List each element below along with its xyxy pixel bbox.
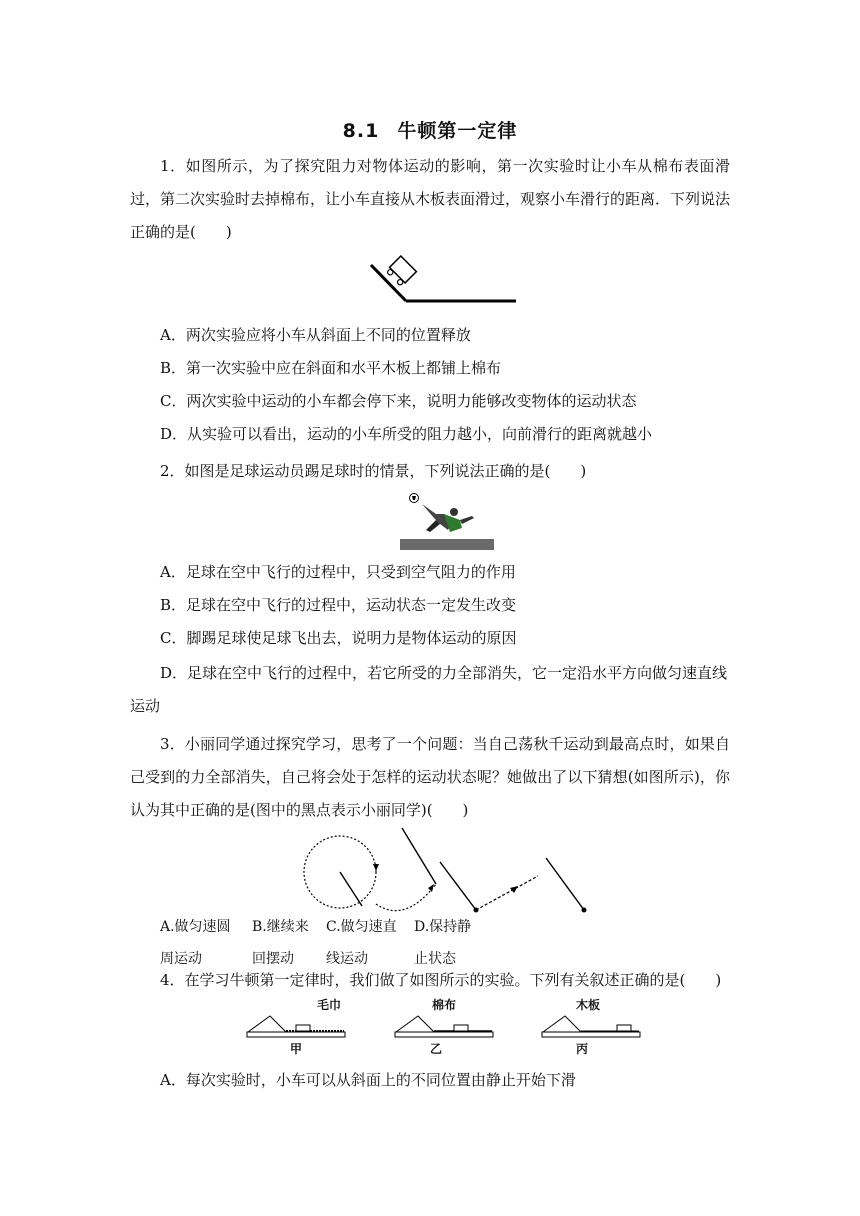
soccer-player-image (400, 490, 494, 550)
question-2-option-c[interactable]: C．脚踢足球使足球飞出去，说明力是物体运动的原因 (160, 629, 517, 647)
q3-choice-d[interactable] (414, 916, 494, 970)
figure-label-bing: 丙 (576, 1042, 589, 1056)
choice-b-line2: 回摆动 (252, 951, 294, 967)
question-2-option-a[interactable]: A．足球在空中飞行的过程中，只受到空气阻力的作用 (160, 563, 516, 581)
q3-choice-c[interactable] (326, 916, 416, 970)
question-1-option-d[interactable]: D．从实验可以看出，运动的小车所受的阻力越小，向前滑行的距离就越小 (160, 425, 653, 443)
toy-car (386, 256, 417, 287)
choice-a-line1: A.做匀速圆 (160, 919, 231, 935)
choice-c-line1: C.做匀速直 (326, 919, 397, 935)
question-1-option-c[interactable]: C．两次实验中运动的小车都会停下来，说明力能够改变物体的运动状态 (160, 392, 637, 410)
swing-arc (376, 884, 436, 911)
question-4-option-a[interactable]: A．每次实验时，小车可以从斜面上的不同位置由静止开始下滑 (160, 1071, 576, 1089)
swing-rope-b (402, 828, 436, 884)
swing-rope-c (440, 862, 476, 910)
swing-rope-a (340, 872, 362, 906)
question-3-figure (300, 826, 600, 916)
surface-label-cotton: 棉布 (432, 998, 457, 1012)
apparatus-towel (246, 1012, 348, 1038)
still-dot (582, 908, 587, 913)
figure-label-yi: 乙 (430, 1042, 443, 1056)
question-1-figure (366, 255, 522, 311)
section-title: 牛顿第一定律 (397, 120, 518, 142)
question-4-stem: 4．在学习牛顿第一定律时，我们做了如图所示的实验。下列有关叙述正确的是( ) (160, 971, 722, 989)
question-2-stem: 2．如图是足球运动员踢足球时的情景，下列说法正确的是( ) (160, 462, 587, 480)
question-3-stem: 3．小丽同学通过探究学习，思考了一个问题：当自己荡秋千运动到最高点时，如果自己受到的力全部消失，自己将会处于怎样的运动状态呢？她做出了以下猜想(如图所示)，你认为其中正确的是(图中的黑点表示小丽同学)( ) (130, 735, 730, 819)
question-1-stem: 1．如图所示，为了探究阻力对物体运动的影响，第一次实验时让小车从棉布表面滑过，第二次实验时去掉棉布，让小车直接从木板表面滑过，观察小车滑行的距离．下列说法正确的是( ) (130, 157, 731, 241)
choice-b-line1: B.继续来 (252, 919, 309, 935)
section-number: 8.1 (342, 120, 380, 142)
apparatus-board (541, 1012, 643, 1038)
figure-label-jia: 甲 (290, 1042, 303, 1056)
choice-d-line2: 止状态 (414, 951, 456, 967)
arrow-icon (373, 864, 379, 871)
page-title (0, 116, 860, 143)
question-2-option-b[interactable]: B．足球在空中飞行的过程中，运动状态一定发生改变 (160, 596, 517, 614)
question-1-option-a[interactable]: A．两次实验应将小车从斜面上不同的位置释放 (160, 326, 471, 344)
choice-d-line1: D.保持静 (414, 919, 472, 935)
question-1-option-b[interactable]: B．第一次实验中应在斜面和水平木板上都铺上棉布 (160, 359, 502, 377)
q3-choice-b[interactable] (252, 916, 332, 970)
straight-path (476, 876, 538, 910)
choice-c-line2: 线运动 (326, 951, 368, 967)
swing-rope-d (546, 858, 584, 910)
surface-label-towel: 毛巾 (317, 998, 342, 1012)
q3-choice-a[interactable] (160, 916, 250, 970)
apparatus-cotton (394, 1012, 496, 1038)
question-2-option-d[interactable]: D．足球在空中飞行的过程中，若它所受的力全部消失，它一定沿水平方向做匀速直线运动 (130, 664, 728, 715)
ground-strip (400, 539, 494, 550)
choice-a-line2: 周运动 (160, 951, 202, 967)
surface-label-board: 木板 (576, 998, 601, 1012)
